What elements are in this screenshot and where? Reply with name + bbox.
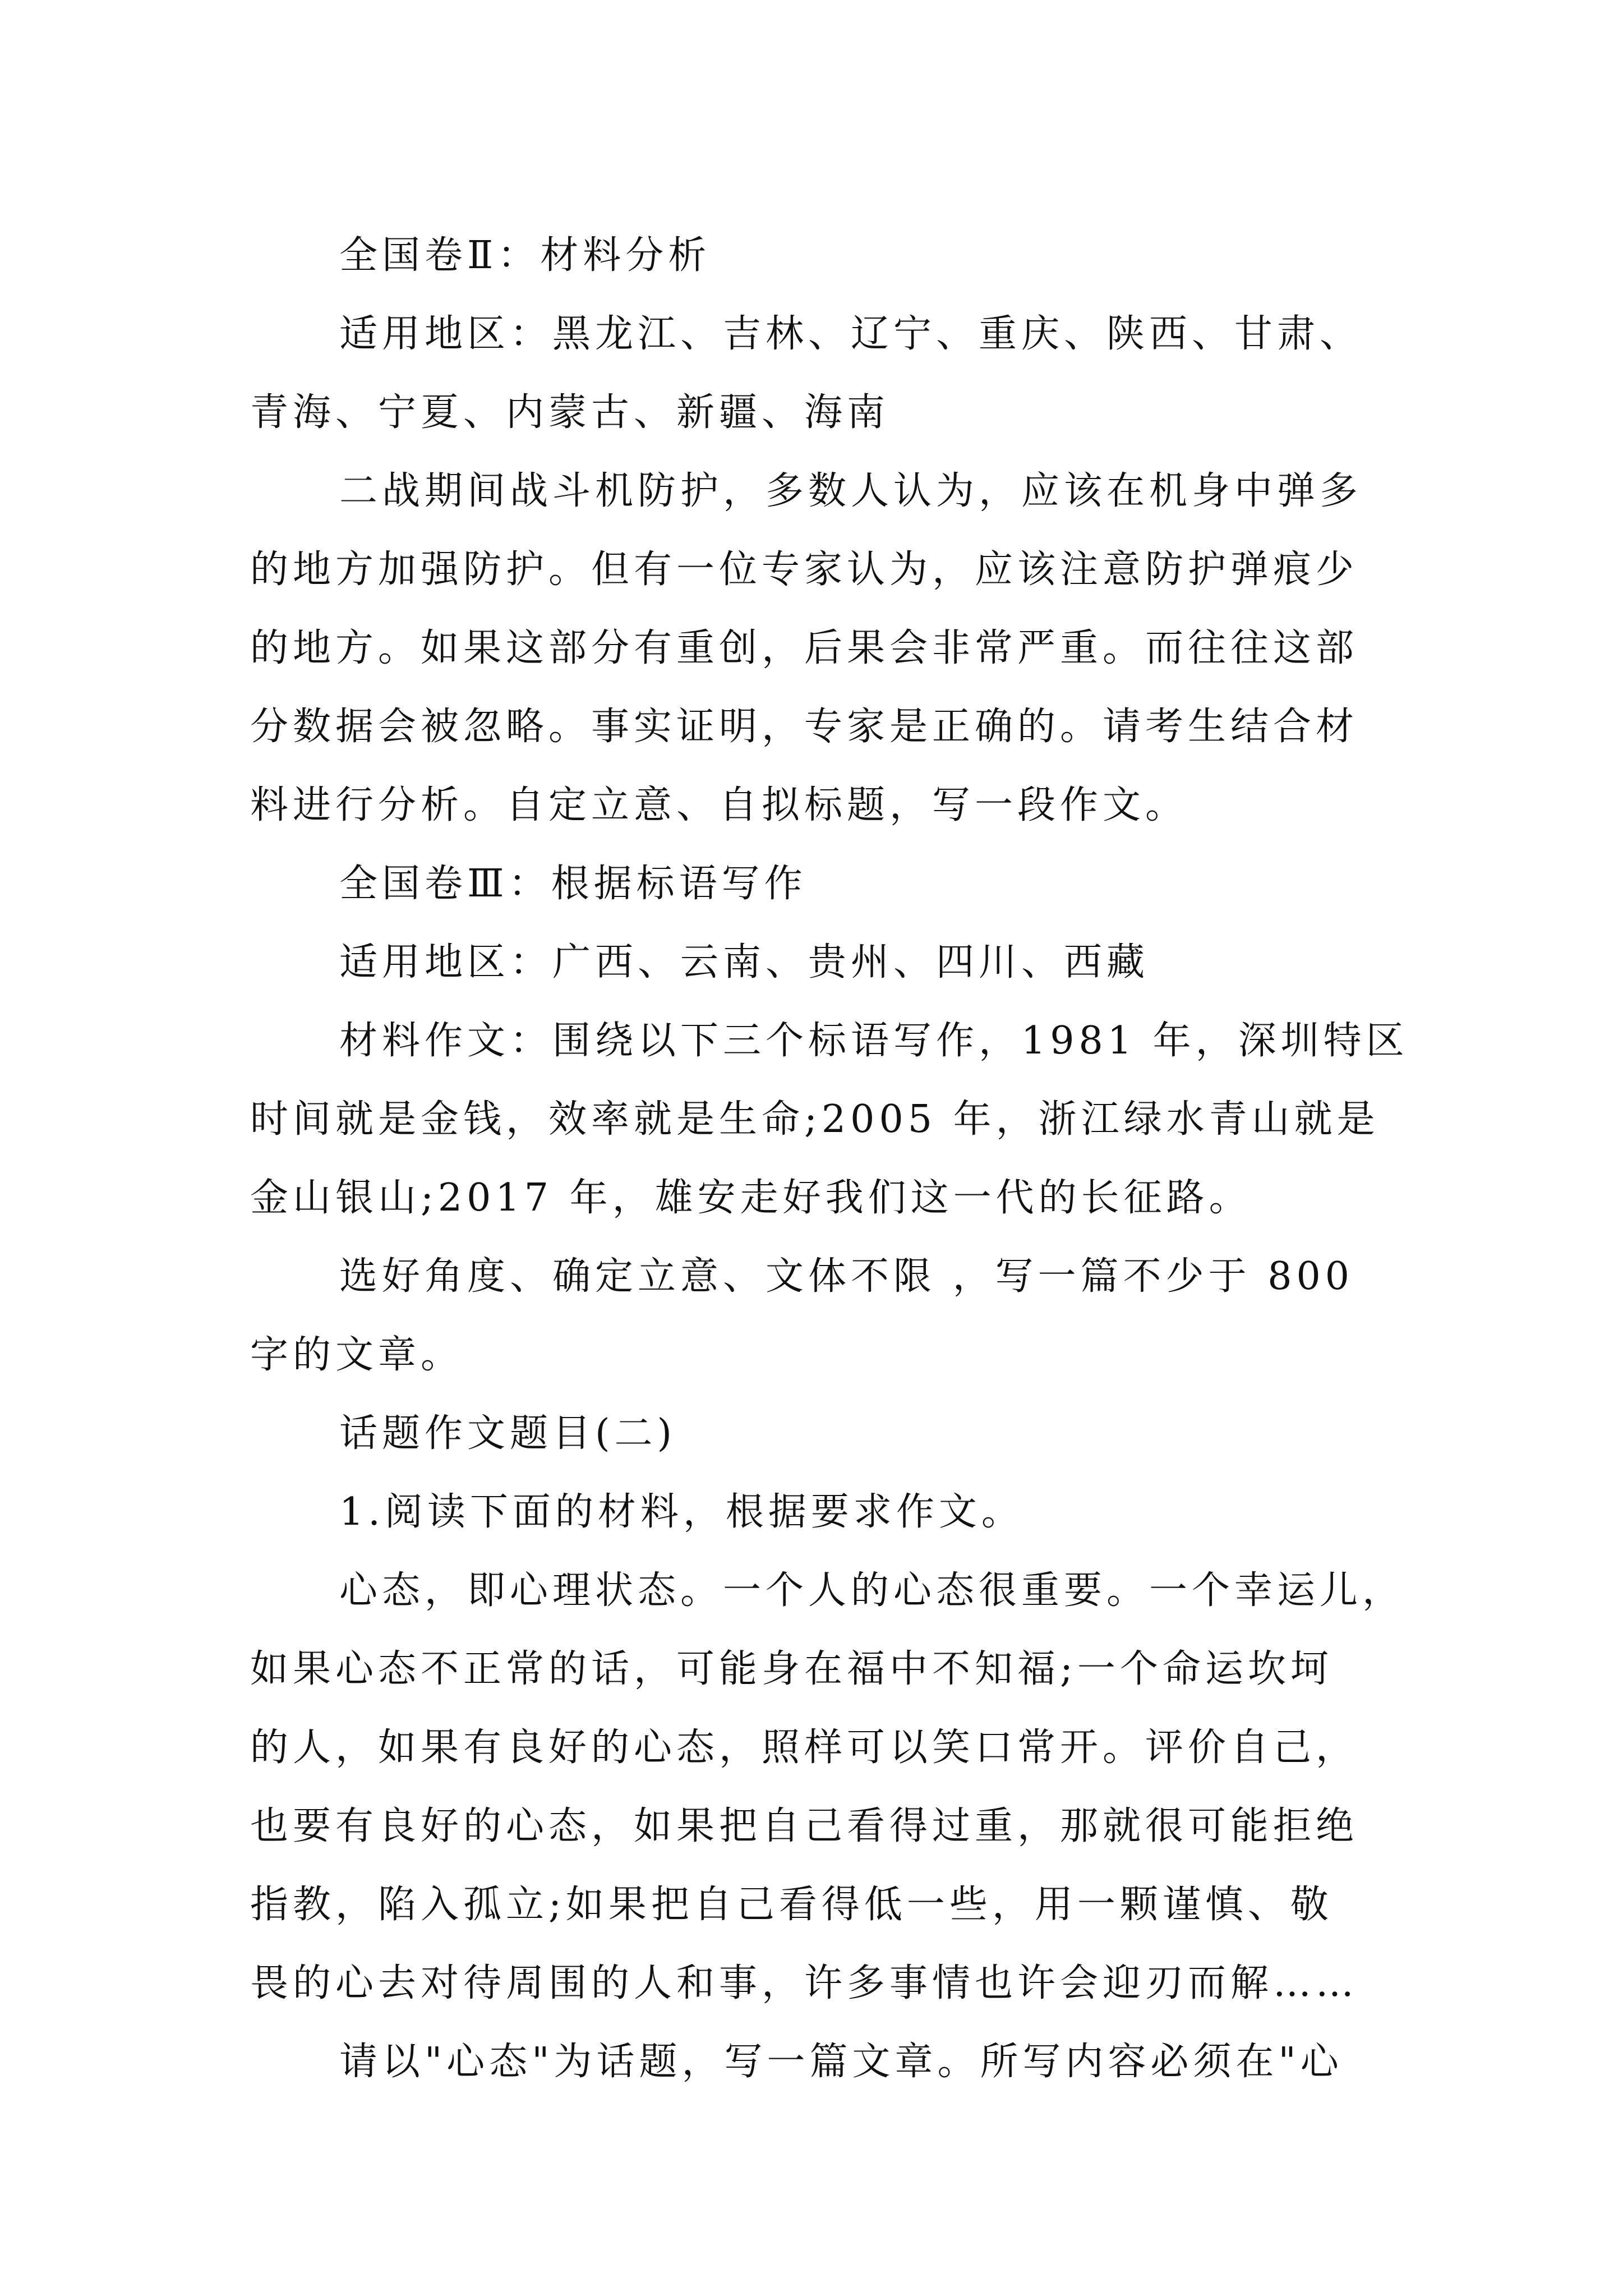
- material-text-line: 指教，陷入孤立;如果把自己看得低一些，用一颗谨慎、敬: [250, 1883, 1333, 1927]
- material-text-line: 材料作文：围绕以下三个标语写作，1981 年，深圳特区: [339, 1019, 1409, 1063]
- material-text-line: 金山银山;2017 年，雄安走好我们这一代的长征路。: [250, 1176, 1252, 1220]
- material-text-line: 畏的心去对待周围的人和事，许多事情也许会迎刃而解……: [250, 1961, 1359, 2005]
- section-heading-topic-essay-2: 话题作文题目(二): [339, 1411, 677, 1456]
- material-text-line: 的人，如果有良好的心态，照样可以笑口常开。评价自己，: [250, 1726, 1359, 1770]
- material-text-line: 的地方加强防护。但有一位专家认为，应该注意防护弹痕少: [250, 547, 1359, 592]
- applicable-regions-line: 青海、宁夏、内蒙古、新疆、海南: [250, 390, 890, 435]
- material-text-line: 如果心态不正常的话，可能身在福中不知福;一个命运坎坷: [250, 1647, 1333, 1691]
- material-text-line: 时间就是金钱，效率就是生命;2005 年，浙江绿水青山就是: [250, 1097, 1380, 1142]
- requirement-text-line: 选好角度、确定立意、文体不限 ，写一篇不少于 800: [339, 1254, 1354, 1299]
- requirement-text-line: 字的文章。: [250, 1333, 464, 1377]
- section-heading-national-paper-2: 全国卷Ⅱ：材料分析: [339, 233, 711, 278]
- material-text-line: 的地方。如果这部分有重创，后果会非常严重。而往往这部: [250, 626, 1359, 670]
- material-text-line: 二战期间战斗机防护，多数人认为，应该在机身中弹多: [339, 469, 1363, 513]
- applicable-regions-line: 适用地区：广西、云南、贵州、四川、西藏: [339, 940, 1150, 984]
- material-text-line: 料进行分析。自定立意、自拟标题，写一段作文。: [250, 783, 1188, 827]
- question-instruction-line: 1.阅读下面的材料，根据要求作文。: [339, 1490, 1024, 1534]
- material-text-line: 分数据会被忽略。事实证明，专家是正确的。请考生结合材: [250, 705, 1359, 749]
- applicable-regions-line: 适用地区：黑龙江、吉林、辽宁、重庆、陕西、甘肃、: [339, 312, 1363, 356]
- requirement-text-line: 请以"心态"为话题，写一篇文章。所写内容必须在"心: [339, 2040, 1343, 2084]
- material-text-line: 心态，即心理状态。一个人的心态很重要。一个幸运儿，: [339, 1568, 1405, 1613]
- material-text-line: 也要有良好的心态，如果把自己看得过重，那就很可能拒绝: [250, 1804, 1359, 1848]
- section-heading-national-paper-3: 全国卷Ⅲ：根据标语写作: [339, 862, 807, 906]
